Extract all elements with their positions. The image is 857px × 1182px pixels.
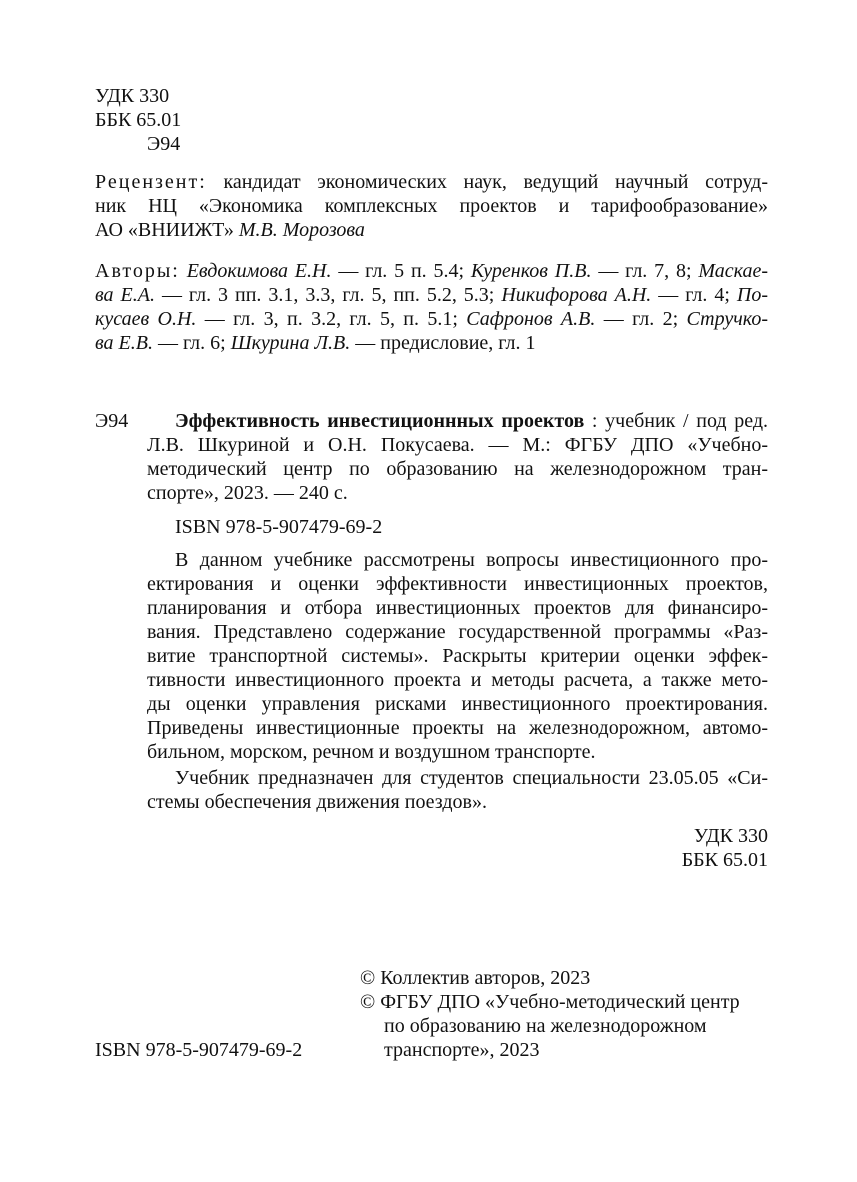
copyright-authors: © Коллектив авторов, 2023: [360, 967, 591, 989]
author-chapters: — гл. 6;: [157, 332, 226, 354]
author-name: Маскае-: [698, 260, 768, 282]
author-name: Шкурина Л.В.: [230, 332, 351, 354]
author-chapters: — гл. 5 п. 5.4;: [338, 260, 465, 282]
author-name: Сафронов А.В.: [466, 308, 596, 330]
abstract-line: вания. Представлено содержание государственной программы «Раз-: [147, 621, 768, 643]
reviewer-line-2: ник НЦ «Экономика комплексных проектов и тарифообразование»: [95, 195, 768, 217]
copyright-publisher-cont: по образованию на железнодорожном: [384, 1015, 707, 1037]
reviewer-line-3: [95, 218, 365, 242]
udk-code-bottom: УДК 330: [693, 825, 768, 847]
abstract-line: ды оценки управления рисками инвестиционного проектирования.: [147, 693, 768, 715]
authors-line-4: [95, 331, 535, 355]
author-chapters: — гл. 7, 8;: [598, 260, 692, 282]
entry-line-2: Л.В. Шкуриной и О.Н. Покусаева. — М.: ФГБУ ДПО «Учебно-: [147, 434, 768, 456]
author-name: ва Е.А.: [95, 284, 155, 306]
bbk-code-bottom: ББК 65.01: [681, 849, 768, 871]
entry-line-3: методический центр по образованию на железнодорожном тран-: [147, 458, 768, 480]
author-name: Евдокимова Е.Н.: [186, 260, 332, 282]
author-mark-top: Э94: [147, 133, 181, 155]
author-chapters: — предисловие, гл. 1: [355, 332, 536, 354]
reviewer-label: Рецензент:: [95, 171, 207, 193]
abstract-line: Приведены инвестиционные проекты на железнодорожном, автомо-: [147, 717, 768, 739]
abstract-line: бильном, морском, речном и воздушном транспорте.: [147, 741, 596, 763]
author-chapters: — гл. 2;: [603, 308, 679, 330]
author-name: По-: [736, 284, 769, 306]
reviewer-text: кандидат экономических наук, ведущий научный сотруд-: [223, 171, 769, 193]
abstract-line: планирования и отбора инвестиционных проектов для финансиро-: [147, 597, 768, 619]
author-name: Никифорова А.Н.: [501, 284, 652, 306]
abstract-line: тивности инвестиционного проекта и методы расчета, а также мето-: [147, 669, 768, 691]
isbn-bottom: ISBN 978-5-907479-69-2: [95, 1039, 303, 1061]
author-name: ва Е.В.: [95, 332, 153, 354]
authors-line-2: [95, 283, 768, 307]
authors-line-1: [95, 259, 768, 283]
entry-line-1: [175, 409, 768, 433]
book-title: Эффективность инвестиционнных проектов: [175, 410, 585, 432]
reviewer-line-1: [95, 170, 768, 194]
author-name: кусаев О.Н.: [95, 308, 197, 330]
bbk-code-top: ББК 65.01: [95, 109, 182, 131]
entry-line-4: спорте», 2023. — 240 с.: [147, 482, 348, 504]
author-chapters: — гл. 4;: [658, 284, 730, 306]
copyright-publisher: © ФГБУ ДПО «Учебно-методический центр: [360, 991, 740, 1013]
entry-type: : учебник / под ред.: [591, 410, 768, 432]
purpose-line-1: Учебник предназначен для студентов специальности 23.05.05 «Си-: [175, 767, 768, 789]
reviewer-name: М.В. Морозова: [238, 219, 365, 241]
entry-author-mark: Э94: [95, 410, 129, 432]
authors-label: Авторы:: [95, 260, 180, 282]
purpose-line-2: стемы обеспечения движения поездов».: [147, 791, 487, 813]
authors-line-3: [95, 307, 768, 331]
author-name: Стручко-: [686, 308, 768, 330]
abstract-line: витие транспортной системы». Раскрыты критерии оценки эффек-: [147, 645, 768, 667]
entry-isbn: ISBN 978-5-907479-69-2: [175, 516, 383, 538]
author-chapters: — гл. 3 пп. 3.1, 3.3, гл. 5, пп. 5.2, 5.3;: [161, 284, 495, 306]
copyright-publisher-year: транспорте», 2023: [384, 1039, 540, 1061]
abstract-line: В данном учебнике рассмотрены вопросы инвестиционного про-: [175, 549, 768, 571]
author-chapters: — гл. 3, п. 3.2, гл. 5, п. 5.1;: [204, 308, 458, 330]
udk-code-top: УДК 330: [95, 85, 170, 107]
reviewer-org: АО «ВНИИЖТ»: [95, 219, 234, 241]
author-name: Куренков П.В.: [470, 260, 592, 282]
abstract-line: ектирования и оценки эффективности инвестиционных проектов,: [147, 573, 768, 595]
